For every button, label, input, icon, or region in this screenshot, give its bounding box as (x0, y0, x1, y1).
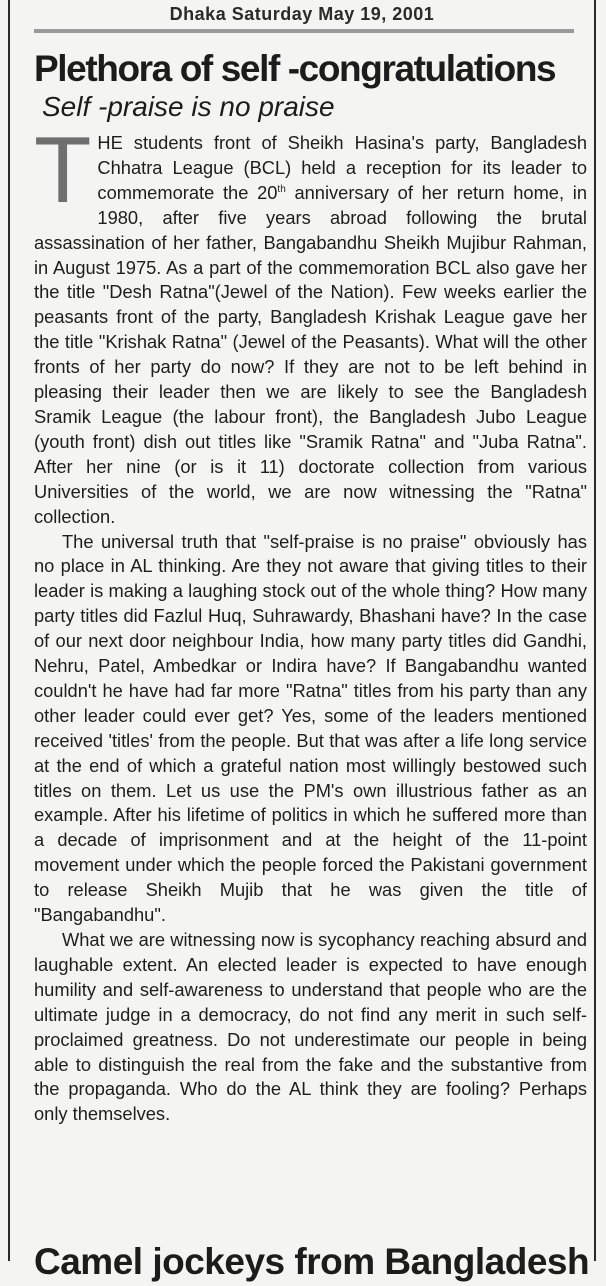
paragraph-2: The universal truth that "self-praise is no praise" obviously has no place in AL thinking. Are they not aware that giving titles to their leader is making a laughing stock out of the whole thing? How many party titles did Fazlul Huq, Suhrawardy, Bhashani have? In the case of our next door neighbour India, how many party titles did Gandhi, Nehru, Patel, Ambedkar or Indira have? If Bangabandhu wanted couldn't he have had far more "Ratna" titles from his party than any other leader could ever get? Yes, some of the leaders mentioned received 'titles' from the people. But that was after a life long service at the end of which a grateful nation most willingly bestowed such titles on them. Let us use the PM's own illustrious father as an example. After his lifetime of politics in which he suffered more than a decade of imprisonment and at the height of the 11-point movement under which the people forced the Pakistani government to release Sheikh Mujib that he was given the title of "Bangabandhu". (34, 530, 587, 926)
newspaper-page (8, 0, 596, 1282)
drop-cap: T (34, 117, 92, 222)
paragraph-1-text-b: anniversary of her return home, in 1980, after five years abroad following the brutal assassination of her father, Bangabandhu Sheikh Mujibur Rahman, in August 1975. As a part of the commemoration BCL also gave her the title "Desh Ratna"(Jewel of the Nation). Few weeks earlier the peasants front of the party, Bangladesh Krishak League gave her the title "Krishak Ratna" (Jewel of the Peasants). What will the other fronts of her party do now? If they are not to be left behind in pleasing their leader then we are likely to see the Bangladesh Sramik League (the labour front), the Bangladesh Jubo League (youth front) dish out titles like "Sramik Ratna" and "Juba Ratna". After her nine (or is it 11) doctorate collection from various Universities of the world, we are now witnessing the "Ratna" collection. (34, 181, 587, 527)
paragraph-1-text-a: HE students front of Sheikh Hasina's party, Bangladesh Chhatra League (BCL) held a reception for its leader to commemorate the 20 (97, 132, 587, 203)
article-headline: Plethora of self -congratulations (34, 48, 556, 89)
header-rule (34, 29, 574, 33)
next-article-headline: Camel jockeys from Bangladesh (34, 1241, 590, 1282)
paragraph-1 (34, 117, 587, 530)
article-body (34, 117, 587, 1127)
dateline: Dhaka Saturday May 19, 2001 (169, 4, 435, 24)
ordinal-suffix: th (277, 183, 286, 195)
paragraph-3: What we are witnessing now is sycophancy reaching absurd and laughable extent. An elected leader is expected to have enough humility and self-awareness to understand that people who are the ultimate judge in a democracy, do not find any merit in such self-proclaimed greatness. Do not underestimate our people in being able to distinguish the real from the fake and the substantive from the propaganda. Who do the AL think they are fooling? Perhaps only themselves. (34, 929, 587, 1125)
article-subhead: Self -praise is no praise (42, 91, 335, 122)
